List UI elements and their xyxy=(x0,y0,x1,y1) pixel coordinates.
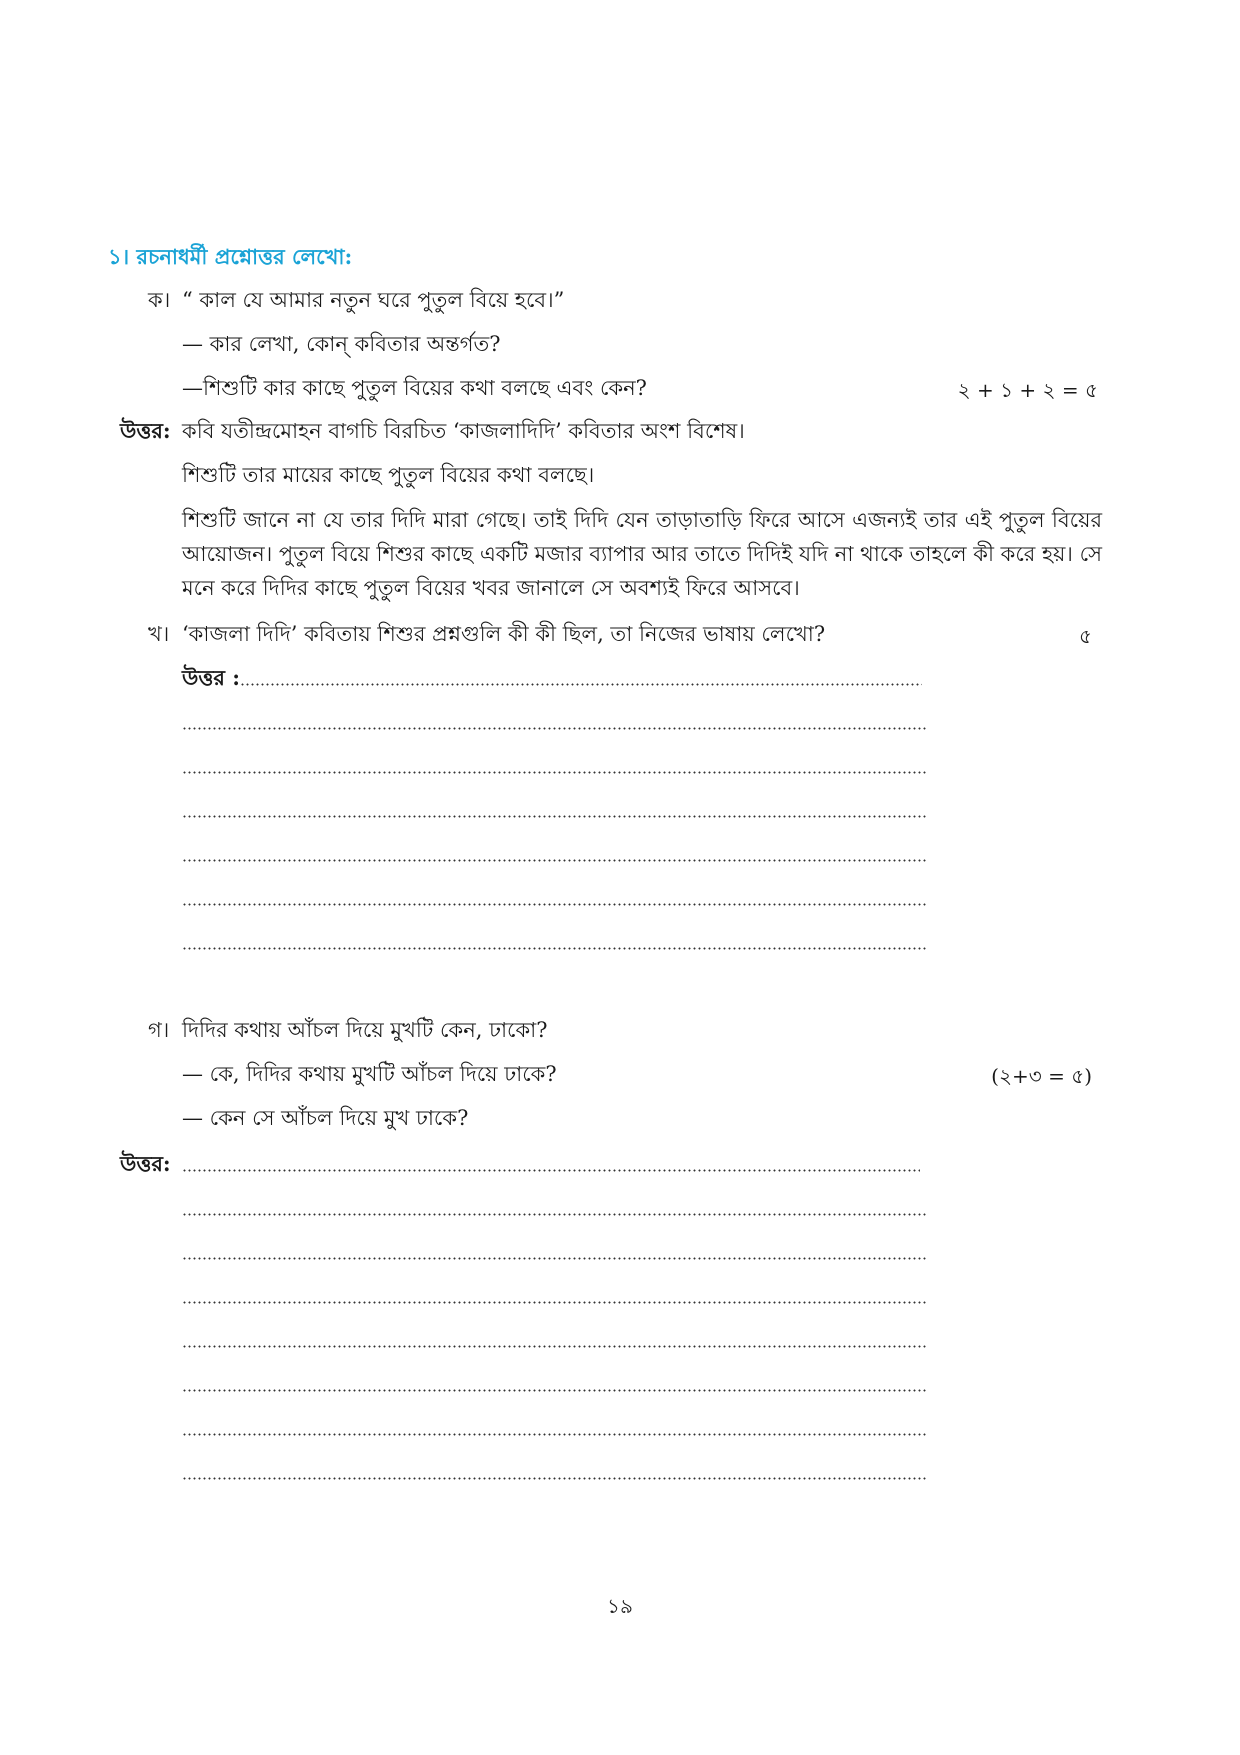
question-ga-text: দিদির কথায় আঁচল দিয়ে মুখটি কেন, ঢাকো? xyxy=(182,1018,548,1042)
question-ka-marks: ২ + ১ + ২ = ৫ xyxy=(957,378,1098,402)
answer-kha-dotted-line-2[interactable] xyxy=(182,708,926,732)
question-ka-sub2: —শিশুটি কার কাছে পুতুল বিয়ের কথা বলছে এবং কেন? xyxy=(182,376,647,400)
question-ga-sub1: — কে, দিদির কথায় মুখটি আঁচল দিয়ে ঢাকে? xyxy=(182,1062,557,1086)
question-ga-marks: (২+৩ = ৫) xyxy=(991,1064,1092,1088)
answer-ga-dotted-line-7[interactable] xyxy=(182,1414,926,1438)
question-ga-label: গ। xyxy=(148,1018,170,1042)
answer-kha-dotted-line-1[interactable] xyxy=(240,664,922,688)
question-kha-marks: ৫ xyxy=(1079,624,1092,648)
answer-ga-dotted-line-6[interactable] xyxy=(182,1370,926,1394)
answer-kha-label: উত্তর : xyxy=(182,665,240,690)
answer-kha-dotted-line-5[interactable] xyxy=(182,840,926,864)
answer-kha-dotted-line-6[interactable] xyxy=(182,884,926,908)
answer-ka-paragraph: শিশুটি জানে না যে তার দিদি মারা গেছে। তাই দিদি যেন তাড়াতাড়ি ফিরে আসে এজন্যই তার এই পুতুল বিয়ের আয়োজন। পুতুল বিয়ে শিশুর কাছে একটি মজার ব্যাপার আর তাতে দিদিই যদি না থাকে তাহলে কী করে হয়। সে মনে করে দিদির কাছে পুতুল বিয়ের খবর জানালে সে অবশ্যই ফিরে আসবে। xyxy=(182,508,1102,600)
answer-ka-line2: শিশুটি তার মায়ের কাছে পুতুল বিয়ের কথা বলছে। xyxy=(182,463,595,487)
answer-ga-dotted-line-5[interactable] xyxy=(182,1326,926,1350)
answer-ga-dotted-line-1[interactable] xyxy=(182,1150,920,1174)
section-heading: ১। রচনাধর্মী প্রশ্নোত্তর লেখো: xyxy=(108,244,353,269)
question-ka-label: ক। xyxy=(148,288,171,312)
question-ka-sub1: — কার লেখা, কোন্ কবিতার অন্তর্গত? xyxy=(182,332,501,356)
answer-ga-dotted-line-8[interactable] xyxy=(182,1458,926,1482)
answer-kha-dotted-line-4[interactable] xyxy=(182,796,926,820)
answer-ka-line1: কবি যতীন্দ্রমোহন বাগচি বিরচিত ‘কাজলাদিদি’ কবিতার অংশ বিশেষ। xyxy=(182,419,745,443)
answer-kha-dotted-line-3[interactable] xyxy=(182,752,926,776)
question-kha-text: ‘কাজলা দিদি’ কবিতায় শিশুর প্রশ্নগুলি কী কী ছিল, তা নিজের ভাষায় লেখো? xyxy=(182,622,826,646)
answer-ka-label: উত্তর: xyxy=(120,418,171,443)
question-ka-quote: “ কাল যে আমার নতুন ঘরে পুতুল বিয়ে হবে।” xyxy=(182,288,565,312)
answer-ga-dotted-line-4[interactable] xyxy=(182,1282,926,1306)
answer-ga-label: উত্তর: xyxy=(120,1151,171,1176)
question-ga-sub2: — কেন সে আঁচল দিয়ে মুখ ঢাকে? xyxy=(182,1106,469,1130)
page-number: ১৯ xyxy=(607,1594,633,1618)
answer-ga-dotted-line-3[interactable] xyxy=(182,1238,926,1262)
answer-ga-dotted-line-2[interactable] xyxy=(182,1194,926,1218)
question-kha-label: খ। xyxy=(148,622,170,646)
answer-kha-dotted-line-7[interactable] xyxy=(182,928,926,952)
